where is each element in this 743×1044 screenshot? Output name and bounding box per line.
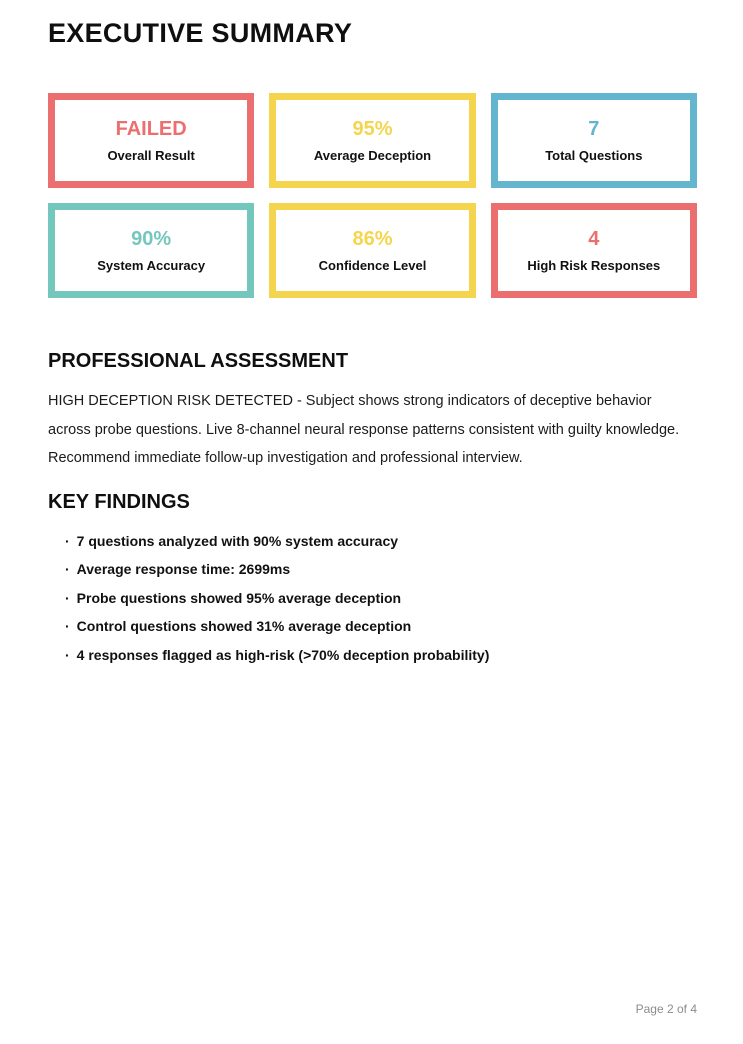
professional-assessment-section [48, 350, 697, 473]
findings-list [48, 534, 697, 662]
findings-heading: KEY FINDINGS [48, 490, 190, 513]
finding-text: 7 questions analyzed with 90% system accuracy [76, 532, 399, 549]
stat-value: 90% [131, 228, 172, 250]
bullet-dot-icon [65, 619, 70, 633]
bullet-dot-icon [65, 648, 70, 662]
stat-value: 4 [588, 228, 600, 250]
finding-item [65, 534, 697, 548]
finding-item [65, 619, 697, 633]
finding-item [65, 562, 697, 576]
bullet-dot-icon [65, 562, 70, 576]
summary-cards-grid [48, 93, 697, 298]
stat-value: FAILED [115, 118, 187, 140]
finding-item [65, 591, 697, 605]
key-findings-section [48, 491, 697, 662]
finding-item [65, 648, 697, 662]
finding-text: Control questions showed 31% average deception [76, 618, 412, 634]
stat-value: 86% [352, 228, 393, 250]
stat-card-average-deception [269, 93, 475, 188]
bullet-dot-icon [65, 534, 70, 548]
bullet-dot-icon [65, 591, 70, 605]
stat-label: Average Deception [313, 148, 432, 163]
stat-label: Overall Result [107, 148, 195, 163]
stat-label: Total Questions [545, 148, 643, 163]
stat-label: System Accuracy [97, 258, 206, 273]
stat-card-high-risk-responses [491, 203, 697, 298]
stat-value: 7 [588, 118, 600, 140]
finding-text: Average response time: 2699ms [76, 561, 291, 577]
finding-text: 4 responses flagged as high-risk (>70% deception probability) [76, 646, 490, 663]
page-number: Page 2 of 4 [635, 1002, 697, 1016]
stat-card-confidence-level [269, 203, 475, 298]
stat-card-total-questions [491, 93, 697, 188]
stat-label: Confidence Level [318, 258, 427, 273]
stat-card-overall-result [48, 93, 254, 188]
assessment-heading: PROFESSIONAL ASSESSMENT [48, 350, 349, 372]
stat-card-system-accuracy [48, 203, 254, 298]
finding-text: Probe questions showed 95% average deception [76, 589, 402, 606]
page-title: EXECUTIVE SUMMARY [48, 18, 353, 48]
stat-value: 95% [352, 118, 393, 140]
assessment-body-text: HIGH DECEPTION RISK DETECTED - Subject shows strong indicators of deceptive behavior across probe questions. Live 8-channel neural response patterns consistent with guilty knowledge. Recommend immediate follow-up investigation and professional interview. [48, 393, 680, 466]
stat-label: High Risk Responses [527, 258, 661, 273]
